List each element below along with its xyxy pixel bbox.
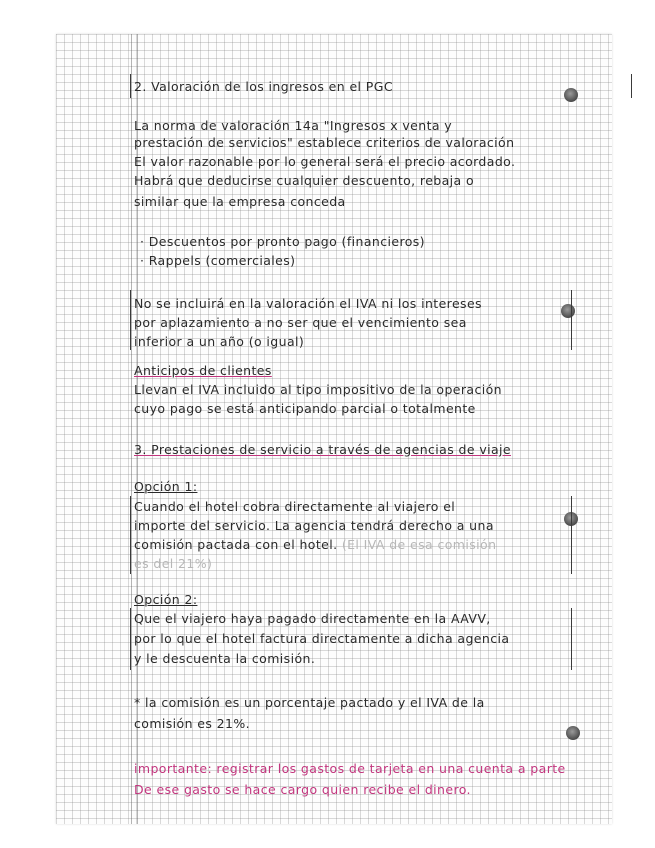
bullet-item: · Descuentos por pronto pago (financieros): [140, 234, 425, 249]
bullet-item: · Rappels (comerciales): [140, 253, 296, 268]
text-line-main: comisión pactada con el hotel.: [134, 537, 338, 552]
text-line: por aplazamiento a no ser que el vencimiento sea: [134, 315, 467, 330]
text-line: cuyo pago se está anticipando parcial o totalmente: [134, 401, 476, 416]
asterisk-note: * la comisión es un porcentaje pactado y el IVA de la: [134, 695, 485, 710]
text-line: inferior a un año (o igual): [134, 334, 305, 349]
text-line: No se incluirá en la valoración el IVA ni los intereses: [134, 296, 482, 311]
notebook-page: [56, 34, 612, 824]
option-1-heading: Opción 1:: [134, 479, 198, 494]
section-heading-2: 2. Valoración de los ingresos en el PGC: [134, 79, 393, 94]
faded-note: (El IVA de esa comisión: [341, 537, 497, 552]
text-line: prestación de servicios" establece criterios de valoración: [134, 135, 515, 150]
binder-hole: [566, 726, 580, 740]
text-line: similar que la empresa conceda: [134, 194, 346, 209]
text-line: La norma de valoración 14a "Ingresos x venta y: [134, 118, 453, 133]
text-line: Cuando el hotel cobra directamente al viajero el: [134, 499, 456, 514]
important-note: De ese gasto se hace cargo quien recibe el dinero.: [134, 782, 471, 797]
text-line: Llevan el IVA incluido al tipo impositivo de la operación: [134, 382, 503, 397]
text-line: Habrá que deducirse cualquier descuento, rebaja o: [134, 173, 475, 188]
text-line: El valor razonable por lo general será el precio acordado.: [134, 154, 516, 169]
text-line: [134, 537, 496, 553]
text-line: por lo que el hotel factura directamente a dicha agencia: [134, 631, 510, 646]
important-note: importante: registrar los gastos de tarjeta en una cuenta a parte: [134, 761, 566, 776]
asterisk-note: comisión es 21%.: [134, 716, 251, 731]
faded-note: es del 21%): [134, 556, 213, 571]
section-heading-3: 3. Prestaciones de servicio a través de agencias de viaje: [134, 442, 512, 457]
left-margin-line: [131, 34, 132, 824]
text-line: y le descuenta la comisión.: [134, 651, 316, 666]
text-line: importe del servicio. La agencia tendrá derecho a una: [134, 518, 494, 533]
text-line: Que el viajero haya pagado directamente en la AAVV,: [134, 611, 491, 626]
subheading-anticipos: Anticipos de clientes: [134, 363, 272, 378]
option-2-heading: Opción 2:: [134, 592, 198, 607]
